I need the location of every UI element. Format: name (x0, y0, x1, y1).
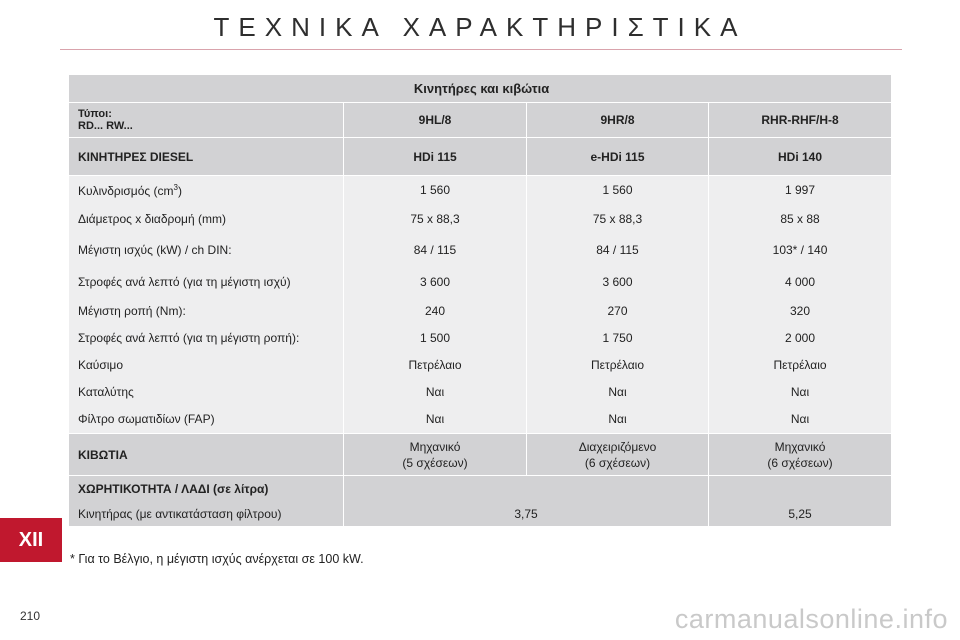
spec-row (69, 176, 892, 205)
gearbox-type: Διαχειριζόμενο (578, 439, 657, 454)
spec-row (69, 205, 892, 234)
spec-row (69, 352, 892, 379)
footnote: * Για το Βέλγιο, η μέγιστη ισχύς ανέρχεται σε 100 kW. (70, 552, 364, 566)
capacity-value: 3,75 (344, 502, 709, 526)
spec-value: 1 997 (709, 176, 892, 205)
gearbox-cell (527, 434, 709, 476)
spec-label: Καύσιμο (69, 352, 344, 379)
capacity-blank (344, 476, 709, 502)
spec-value: 270 (527, 298, 709, 325)
gearbox-cell (344, 434, 527, 476)
spec-value: Ναι (709, 406, 892, 434)
spec-value: Πετρέλαιο (527, 352, 709, 379)
spec-label-suffix: ) (177, 183, 182, 198)
gearbox-gears: (6 σχέσεων) (584, 455, 651, 470)
gearbox-gears: (5 σχέσεων) (402, 455, 468, 470)
type-cell: 9HR/8 (527, 103, 709, 138)
types-label (69, 103, 344, 138)
spec-label: Διάμετρος x διαδρομή (mm) (69, 205, 344, 234)
spec-label-text: Κυλινδρισμός (cm (78, 183, 174, 198)
gearbox-cell (709, 434, 892, 476)
spec-value: 1 750 (527, 325, 709, 352)
capacity-value: 5,25 (709, 502, 892, 526)
table-caption: Κινητήρες και κιβώτια (69, 75, 892, 103)
spec-value: 4 000 (709, 266, 892, 298)
spec-label: Στροφές ανά λεπτό (για τη μέγιστη ροπή): (69, 325, 344, 352)
spec-value: Πετρέλαιο (344, 352, 527, 379)
gearbox-type: Μηχανικό (774, 439, 826, 454)
spec-value: 1 500 (344, 325, 527, 352)
spec-value: 84 / 115 (527, 234, 709, 266)
spec-row (69, 406, 892, 434)
capacity-header-row (69, 476, 892, 502)
spec-value: 320 (709, 298, 892, 325)
type-cell: RHR-RHF/H-8 (709, 103, 892, 138)
capacity-label: ΧΩΡΗΤΙΚΟΤΗΤΑ / ΛΑΔΙ (σε λίτρα) (69, 476, 344, 502)
capacity-blank (709, 476, 892, 502)
engines-label: ΚΙΝΗΤΗΡΕΣ DIESEL (69, 138, 344, 176)
engine-cell: HDi 140 (709, 138, 892, 176)
types-label-line1: Τύποι: (78, 108, 112, 120)
spec-value: 3 600 (344, 266, 527, 298)
spec-label (69, 176, 344, 205)
spec-value: 1 560 (527, 176, 709, 205)
capacity-row-label: Κινητήρας (με αντικατάσταση φίλτρου) (69, 502, 344, 526)
spec-label: Μέγιστη ισχύς (kW) / ch DIN: (69, 234, 344, 266)
spec-label: Μέγιστη ροπή (Nm): (69, 298, 344, 325)
engine-cell: HDi 115 (344, 138, 527, 176)
watermark: carmanualsonline.info (674, 604, 948, 634)
spec-value: Ναι (344, 406, 527, 434)
spec-value: 2 000 (709, 325, 892, 352)
spec-value: 85 x 88 (709, 205, 892, 234)
spec-value: 75 x 88,3 (344, 205, 527, 234)
spec-label: Καταλύτης (69, 379, 344, 406)
gearbox-type: Μηχανικό (409, 439, 461, 454)
spec-row (69, 298, 892, 325)
spec-value: 75 x 88,3 (527, 205, 709, 234)
page-title: ΤΕΧΝΙΚΑ ΧΑΡΑΚΤΗΡΙΣΤΙΚΑ (213, 12, 747, 42)
spec-label: Φίλτρο σωματιδίων (FAP) (69, 406, 344, 434)
gearbox-row (69, 434, 892, 476)
spec-value: 84 / 115 (344, 234, 527, 266)
engines-row (69, 138, 892, 176)
chapter-tab: XII (0, 518, 62, 562)
title-divider (60, 49, 902, 50)
engine-cell: e-HDi 115 (527, 138, 709, 176)
spec-row (69, 325, 892, 352)
gearbox-label: ΚΙΒΩΤΙΑ (69, 434, 344, 476)
type-cell: 9HL/8 (344, 103, 527, 138)
types-label-line2: RD... RW... (78, 120, 133, 132)
spec-label-superscript: 3 (173, 182, 178, 192)
gearbox-gears: (6 σχέσεων) (767, 455, 833, 470)
types-row (69, 103, 892, 138)
spec-row (69, 379, 892, 406)
spec-value: 1 560 (344, 176, 527, 205)
specifications-table (68, 75, 892, 526)
spec-value: Ναι (527, 379, 709, 406)
spec-value: 3 600 (527, 266, 709, 298)
capacity-row (69, 502, 892, 526)
spec-value: 240 (344, 298, 527, 325)
table-caption-row (69, 75, 892, 103)
spec-label: Στροφές ανά λεπτό (για τη μέγιστη ισχύ) (69, 266, 344, 298)
page-number: 210 (20, 609, 41, 623)
spec-value: 103* / 140 (709, 234, 892, 266)
spec-row (69, 266, 892, 298)
spec-value: Ναι (527, 406, 709, 434)
spec-value: Πετρέλαιο (709, 352, 892, 379)
spec-value: Ναι (344, 379, 527, 406)
spec-value: Ναι (709, 379, 892, 406)
spec-row (69, 234, 892, 266)
